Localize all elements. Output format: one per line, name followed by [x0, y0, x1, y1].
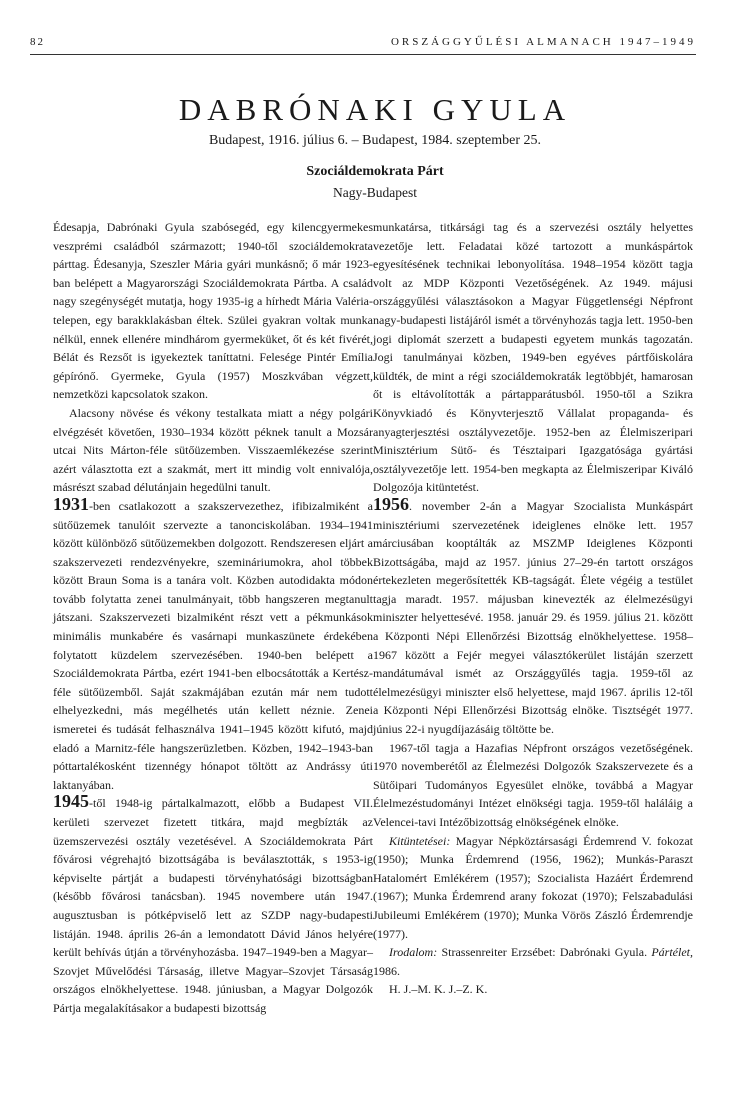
paragraph-training: Alacsony növése és vékony testalkata miatt a négy polgári elvégzését követően, 1930–1934 között péknek tanult a Mozsár utcai Nits Márton-féle sütőüzemben. Visszaemlékezése szerint azért választotta ezt a szakmát, mert itt mindig volt ennivalója, másrészt szabad délutánjain hegedülni tanult. [53, 405, 373, 495]
literature-journal: Pártélet, [651, 945, 693, 960]
paragraph-later-roles: 1967-től tagja a Hazafias Népfront országos vezetőségének. 1970 novemberétől az Élelmezési Dolgozók Szakszervezete és a Sütőipari Tudományos Egyesület elnöke, továbbá a Magyar Élelmezéstudományi Intézet elnökségi tagja. 1959-től haláláig a Velencei-tavi Intézőbizottság elnökségének elnöke. [373, 740, 693, 829]
entry-region: Nagy-Budapest [333, 185, 417, 200]
paragraph-awards [373, 832, 693, 944]
year-marker: 1956 [373, 493, 409, 514]
awards-label: Kitüntetései: [389, 833, 451, 848]
paragraph-text: . november 2-án a Magyar Szocialista Munkáspárt minisztériumi szervezetének ideiglenes elnöke lett. 1957 márciusában kooptálták az MSZMP Ideiglenes Központi Bizottságába, majd az 1957. június 27–29-én tartott országos értekezleten megerősítették KB-tagságát. Élete végéig a testület tagja maradt. 1957. májusban kinevezték az élelmezésügyi miniszter helyettesévé. 1958. január 29. és 1959. július 21. között a Központi Népi Ellenőrzési Bizottság elnökhelyettese. 1958–1967 között a Fejér megyei választókerület listáján szerzett mandátumával ismét az Országgyűlés tagja. 1959-től az élelmezésügyi miniszter első helyettese, majd 1967. április 12-től a Központi Népi Ellenőrzési Bizottság elnöke. Tisztségét 1977. június 22-i nyugdíjazásáig töltötte be. [373, 498, 693, 737]
entry-life-dates: Budapest, 1916. július 6. – Budapest, 1984. szeptember 25. [208, 133, 542, 148]
entry-party: Szociáldemokrata Párt [306, 164, 444, 179]
year-marker: 1931 [53, 493, 89, 514]
running-head: ORSZÁGGYŰLÉSI ALMANACH 1947–1949 [390, 36, 696, 48]
paragraph-1956 [373, 493, 693, 739]
paragraph-1945 [53, 791, 373, 1017]
literature-text: Strassenreiter Erzsébet: Dabrónaki Gyula. [437, 945, 652, 960]
entry-name: DABRÓNAKI GYULA [178, 92, 572, 127]
year-marker: 1945 [53, 791, 89, 812]
left-column [53, 218, 373, 1018]
paragraph-text: -től 1948-ig pártalkalmazott, előbb a Budapest VII. kerületi szervezet fizetett titkára, majd megbízták az üzemszervezési osztály vezetésével. A Szociáldemokrata Párt fővárosi végrehajtó bizottságába is beválasztották, s 1953-ig képviselte pártját a budapesti törvényhatósági bizottságban (később fővárosi tanácsban). 1945 novembere után 1947. augusztusban is pótképviselő lett az SZDP nagy-budapesti listáján. 1948. április 26-án a lemondatott Dávid János helyére került behívás útján a törvényhozásba. 1947–1949-ben a Magyar–Szovjet Művelődési Társaság, illetve Magyar–Szovjet Társaság országos elnökhelyettese. 1948. júniusban, a Magyar Dolgozók Pártja megalakításakor a budapesti bizottság [53, 796, 373, 1015]
paragraph-party-work: munkatársa, titkársági tag és a szervezési osztály helyettes vezetője lett. Feladatai közé tartozott a munkáspártok egyesítésének technikai lebonyolítása. 1948–1954 között tagja volt az MDP Központi Vezetőségének. Az 1949. májusi országgyűlési választásokon a Magyar Függetlenségi Népfront nagy-budapesti listájáról ismét a törvényhozás tagja lett. 1950-ben jogi diplomát szerzett a budapesti egyetem munkás tagozatán. Jogi tanulmányai közben, 1949-ben egyéves pártfőiskolára küldték, de mint a régi szociáldemokraták legtöbbjét, hamarosan őt is eltávolították a pártapparátusból. 1950-től a Szikra Könyvkiadó és Könyvterjesztő Vállalat propaganda- és anyagterjesztési osztályvezetője. 1952-ben az Élelmiszeripari Minisztérium Sütő- és Tésztaipari Igazgatósága gyártási osztályvezetője lett. 1954-ben megkapta az Élelmiszeripar Kiváló Dolgozója kitüntetést. [373, 220, 693, 495]
paragraph-literature [373, 943, 693, 980]
author-signature: H. J.–M. K. J.–Z. K. [389, 982, 488, 997]
right-column [373, 218, 693, 999]
paragraph-1931 [53, 493, 373, 795]
header-rule [30, 54, 696, 55]
page-number: 82 [30, 36, 45, 48]
awards-text: Magyar Népköztársasági Érdemrend V. fokozat (1950); Munka Érdemrend (1956, 1962); Munkás-Paraszt Hatalomért Emlékérem (1957); Szocialista Hazáért Érdemrend (1967); Munka Érdemrend arany fokozat (1970); Felszabadulási Jubileumi Emlékérem (1970); Munka Vörös Zászló Érdemrendje (1977). [373, 833, 693, 941]
paragraph-text: -ben csatlakozott a szakszervezethez, ifibizalmiként a sütőüzemek tanulóit szervezte a tanonciskolában. 1934–1941 között különböző sütőüzemekben dolgozott. Rendszeresen eljárt a szakszervezeti rendezvényekre, szemináriumokra, ahol többek között Braun Soma is a tanára volt. Közben autodidakta módon tovább folytatta zenei tanulmányait, több hangszeren megtanult játszani. Szakszervezeti bizalmiként részt vett a pékmunkások minimális munkabére és vasárnapi munkaszünete érdekében folytatott küzdelem szervezésében. 1940-ben belépett a Szociáldemokrata Pártba, ezért 1941-ben elbocsátották a Kertész-féle sütőüzemből. Saját szakmájában ezután már nem tudott elhelyezkedni, más megélhetés után kellett néznie. Zenei ismeretei és tudását felhasználva 1941–1945 között kifutó, majd eladó a Marnitz-féle hangszerüzletben. Közben, 1942–1943-ban póttartalékosként tizennégy hónapot töltött az Andrássy úti laktanyában. [53, 498, 373, 792]
literature-year: 1986. [373, 963, 400, 978]
paragraph-family: Édesapja, Dabrónaki Gyula szabósegéd, egy kilencgyermekes veszprémi családból származott; 1940-től szociáldemokrata párttag. Édesanyja, Szeszler Mária gyári munkásnő; ő már 1923-ban belépett a Magyarországi Szociáldemokrata Pártba. A család nagy szegénységét mutatja, hogy 1935-ig a hírhedt Mária Valéria-telepen, egy barakklakásban éltek. Szülei gyakran voltak munka nélkül, ennek ellenére mindhárom gyermeküket, őt és két fivérét, Bélát és Rezsőt is igyekeztek taníttatni. Felesége Pintér Emília gépírónő. Gyermeke, Gyula (1957) Moszkvában végzett, nemzetközi kapcsolatok szakon. [53, 220, 373, 402]
literature-label: Irodalom: [389, 945, 438, 960]
